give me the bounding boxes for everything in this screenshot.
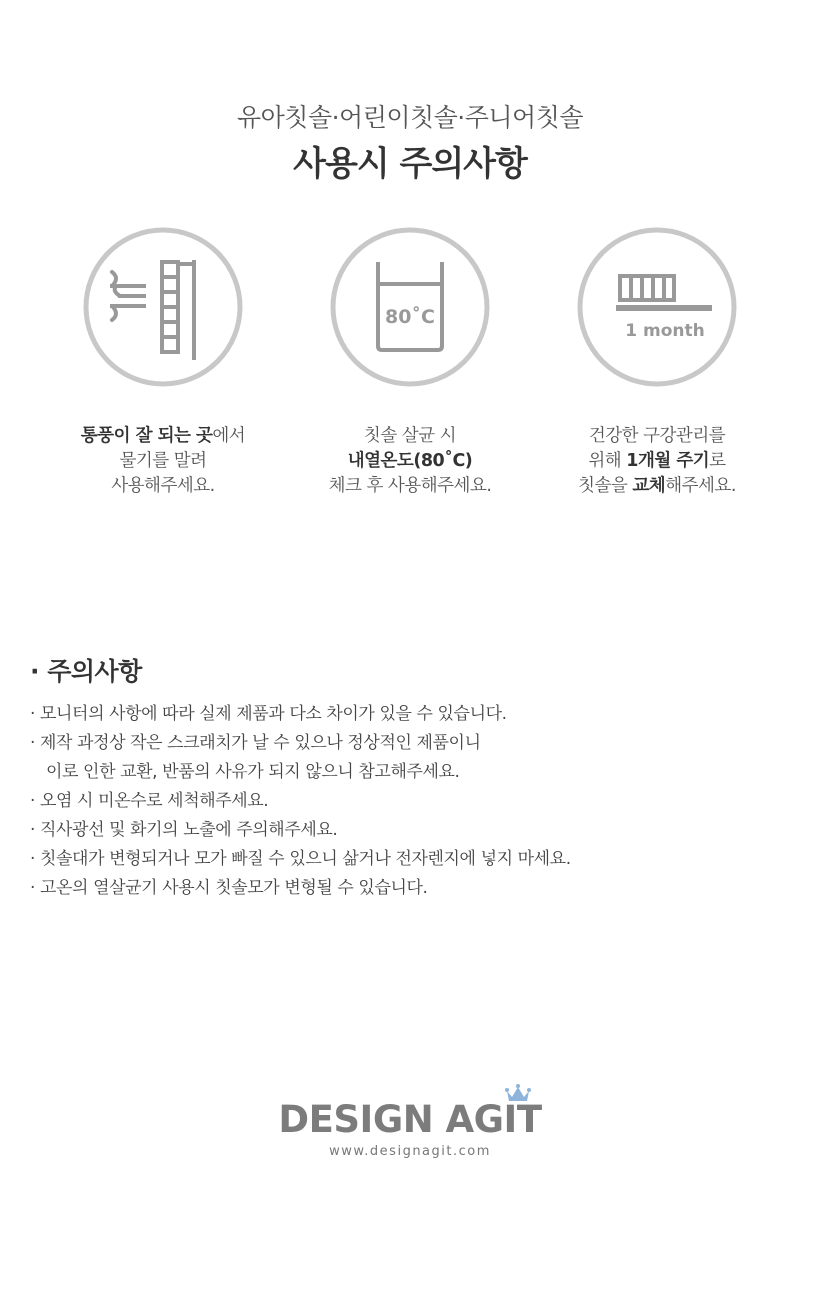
caption-text: 칫솔을 [578, 476, 633, 496]
notes-title: · 주의사항 [30, 657, 142, 686]
subtitle: 유아칫솔·어린이칫솔·주니어칫솔 [237, 103, 583, 132]
caption-bold: 통풍이 잘 되는 곳 [80, 426, 213, 446]
caption-bold: 교체 [632, 476, 666, 496]
list-item: · 모니터의 사항에 따라 실제 제품과 다소 차이가 있을 수 있습니다. [30, 704, 507, 724]
caption-line: 칫솔 살균 시 [363, 426, 457, 446]
brand-logo: DESIGN AGIT [278, 1098, 542, 1141]
caption-ventilation [43, 424, 283, 499]
caption-line: 물기를 말려 [119, 451, 207, 471]
caption-text: 해주세요. [665, 476, 736, 496]
list-item: · 제작 과정상 작은 스크래치가 날 수 있으나 정상적인 제품이니 [30, 733, 481, 753]
heat-label: 80˚C [385, 306, 435, 328]
caption-bold: 1개월 주기 [626, 451, 710, 471]
ventilation-icon [82, 226, 244, 388]
list-item: 이로 인한 교환, 반품의 사유가 되지 않으니 참고해주세요. [46, 762, 460, 782]
caption-replace [537, 424, 777, 499]
brand-url: www.designagit.com [329, 1144, 491, 1159]
page-title: 사용시 주의사항 [293, 144, 527, 184]
list-item: · 칫솔대가 변형되거나 모가 빠질 수 있으니 삶거나 전자렌지에 넣지 마세요. [30, 849, 571, 869]
caption-line: 체크 후 사용해주세요. [328, 476, 492, 496]
list-item: · 오염 시 미온수로 세척해주세요. [30, 791, 269, 811]
month-label: 1 month [625, 321, 705, 341]
heat-cup-icon [329, 226, 491, 388]
caption-line: 건강한 구강관리를 [588, 426, 726, 446]
caption-bold: 내열온도(80˚C) [347, 451, 473, 471]
list-item: · 직사광선 및 화기의 노출에 주의해주세요. [30, 820, 338, 840]
toothbrush-month-icon [576, 226, 738, 388]
caption-text: 위해 [588, 451, 627, 471]
list-item: · 고온의 열살균기 사용시 칫솔모가 변형될 수 있습니다. [30, 878, 428, 898]
caption-heat [290, 424, 530, 499]
caption-text: 에서 [212, 426, 246, 446]
caption-line: 사용해주세요. [111, 476, 215, 496]
notes-list [30, 700, 790, 903]
caption-text: 로 [709, 451, 726, 471]
